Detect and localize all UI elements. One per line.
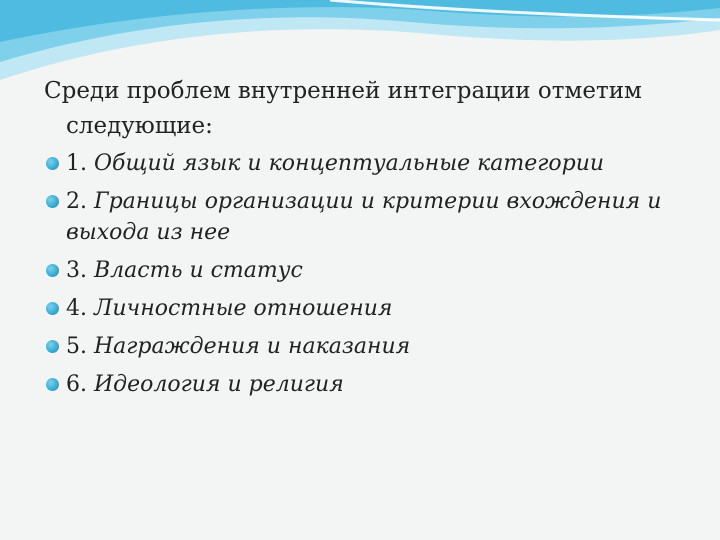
list-item [44,369,694,400]
bullet-icon [46,195,59,208]
item-text: Общий язык и концептуальные категории [94,151,605,176]
item-number: 4. [66,296,87,321]
list-item [44,293,694,324]
item-text: Награждения и наказания [94,334,411,359]
item-number: 6. [66,372,87,397]
item-number: 2. [66,189,87,214]
slide-content [44,74,694,407]
bullet-icon [46,157,59,170]
list-item [44,186,694,248]
problem-list [44,148,694,400]
item-text: Идеология и религия [94,372,344,397]
list-item [44,255,694,286]
item-number: 5. [66,334,87,359]
item-text: Границы организации и критерии вхождения и выхода из нее [66,189,662,245]
bullet-icon [46,378,59,391]
bullet-icon [46,340,59,353]
item-number: 3. [66,258,87,283]
list-item [44,331,694,362]
item-number: 1. [66,151,87,176]
item-text: Личностные отношения [94,296,393,321]
item-text: Власть и статус [94,258,303,283]
intro-text: Среди проблем внутренней интеграции отметим следующие: [44,78,642,139]
list-item [44,148,694,179]
bullet-icon [46,302,59,315]
bullet-icon [46,264,59,277]
